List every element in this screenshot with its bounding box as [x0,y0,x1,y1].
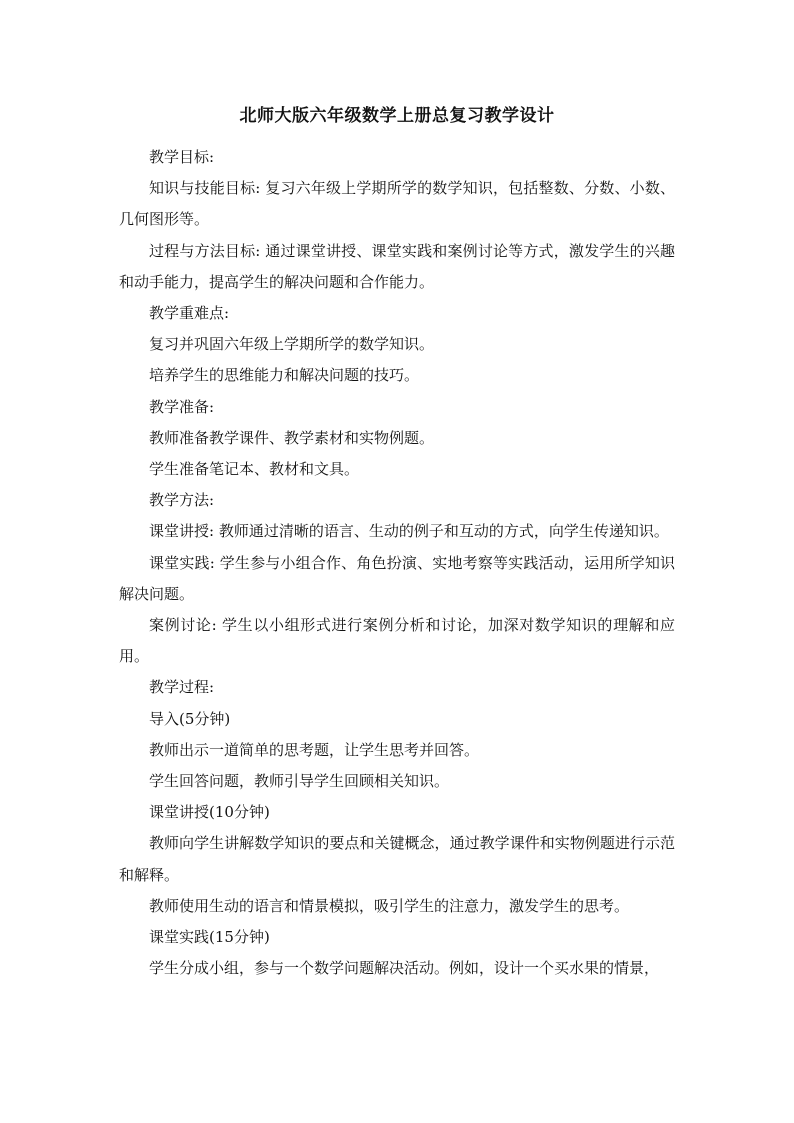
paragraph-lecture-detail-2: 教师使用生动的语言和情景模拟，吸引学生的注意力，激发学生的思考。 [149,896,630,915]
paragraph-method-practice: 课堂实践: 学生参与小组合作、角色扮演、实地考察等实践活动，运用所学知识解决问题。 [119,553,675,603]
paragraph-method-lecture: 课堂讲授: 教师通过清晰的语言、生动的例子和互动的方式，向学生传递知识。 [149,522,669,541]
paragraph-intro-detail-1: 教师出示一道简单的思考题，让学生思考并回答。 [149,740,480,759]
paragraph-process-heading: 教学过程: [149,678,215,697]
document-body [119,142,675,984]
paragraph-lecture-step: 课堂讲授(10分钟) [149,803,270,822]
document-title: 北师大版六年级数学上册总复习教学设计 [239,106,555,126]
paragraph-key-points-heading: 教学重难点: [149,304,230,323]
paragraph-process-goal: 过程与方法目标: 通过课堂讲授、课堂实践和案例讨论等方式，激发学生的兴趣和动手能力，提高学生的解决问题和合作能力。 [119,241,675,291]
paragraph-intro-detail-2: 学生回答问题，教师引导学生回顾相关知识。 [149,772,450,791]
paragraph-practice-step: 课堂实践(15分钟) [149,928,270,947]
paragraph-key-point-1: 复习并巩固六年级上学期所学的数学知识。 [149,335,435,354]
paragraph-teaching-goals-heading: 教学目标: [149,148,215,166]
paragraph-knowledge-goal: 知识与技能目标: 复习六年级上学期所学的数学知识，包括整数、分数、小数、几何图形等。 [119,179,675,229]
paragraph-method-case-discussion: 案例讨论: 学生以小组形式进行案例分析和讨论，加深对数学知识的理解和应用。 [119,616,675,666]
paragraph-student-preparation: 学生准备笔记本、教材和文具。 [149,460,360,479]
paragraph-key-point-2: 培养学生的思维能力和解决问题的技巧。 [149,366,420,385]
paragraph-lecture-detail-1: 教师向学生讲解数学知识的要点和关键概念，通过教学课件和实物例题进行示范和解释。 [119,834,675,884]
paragraph-methods-heading: 教学方法: [149,491,215,510]
paragraph-practice-detail: 学生分成小组，参与一个数学问题解决活动。例如，设计一个买水果的情景， [149,959,660,978]
paragraph-preparation-heading: 教学准备: [149,397,215,416]
paragraph-intro-step: 导入(5分钟) [149,709,231,728]
paragraph-teacher-preparation: 教师准备教学课件、教学素材和实物例题。 [149,428,435,447]
